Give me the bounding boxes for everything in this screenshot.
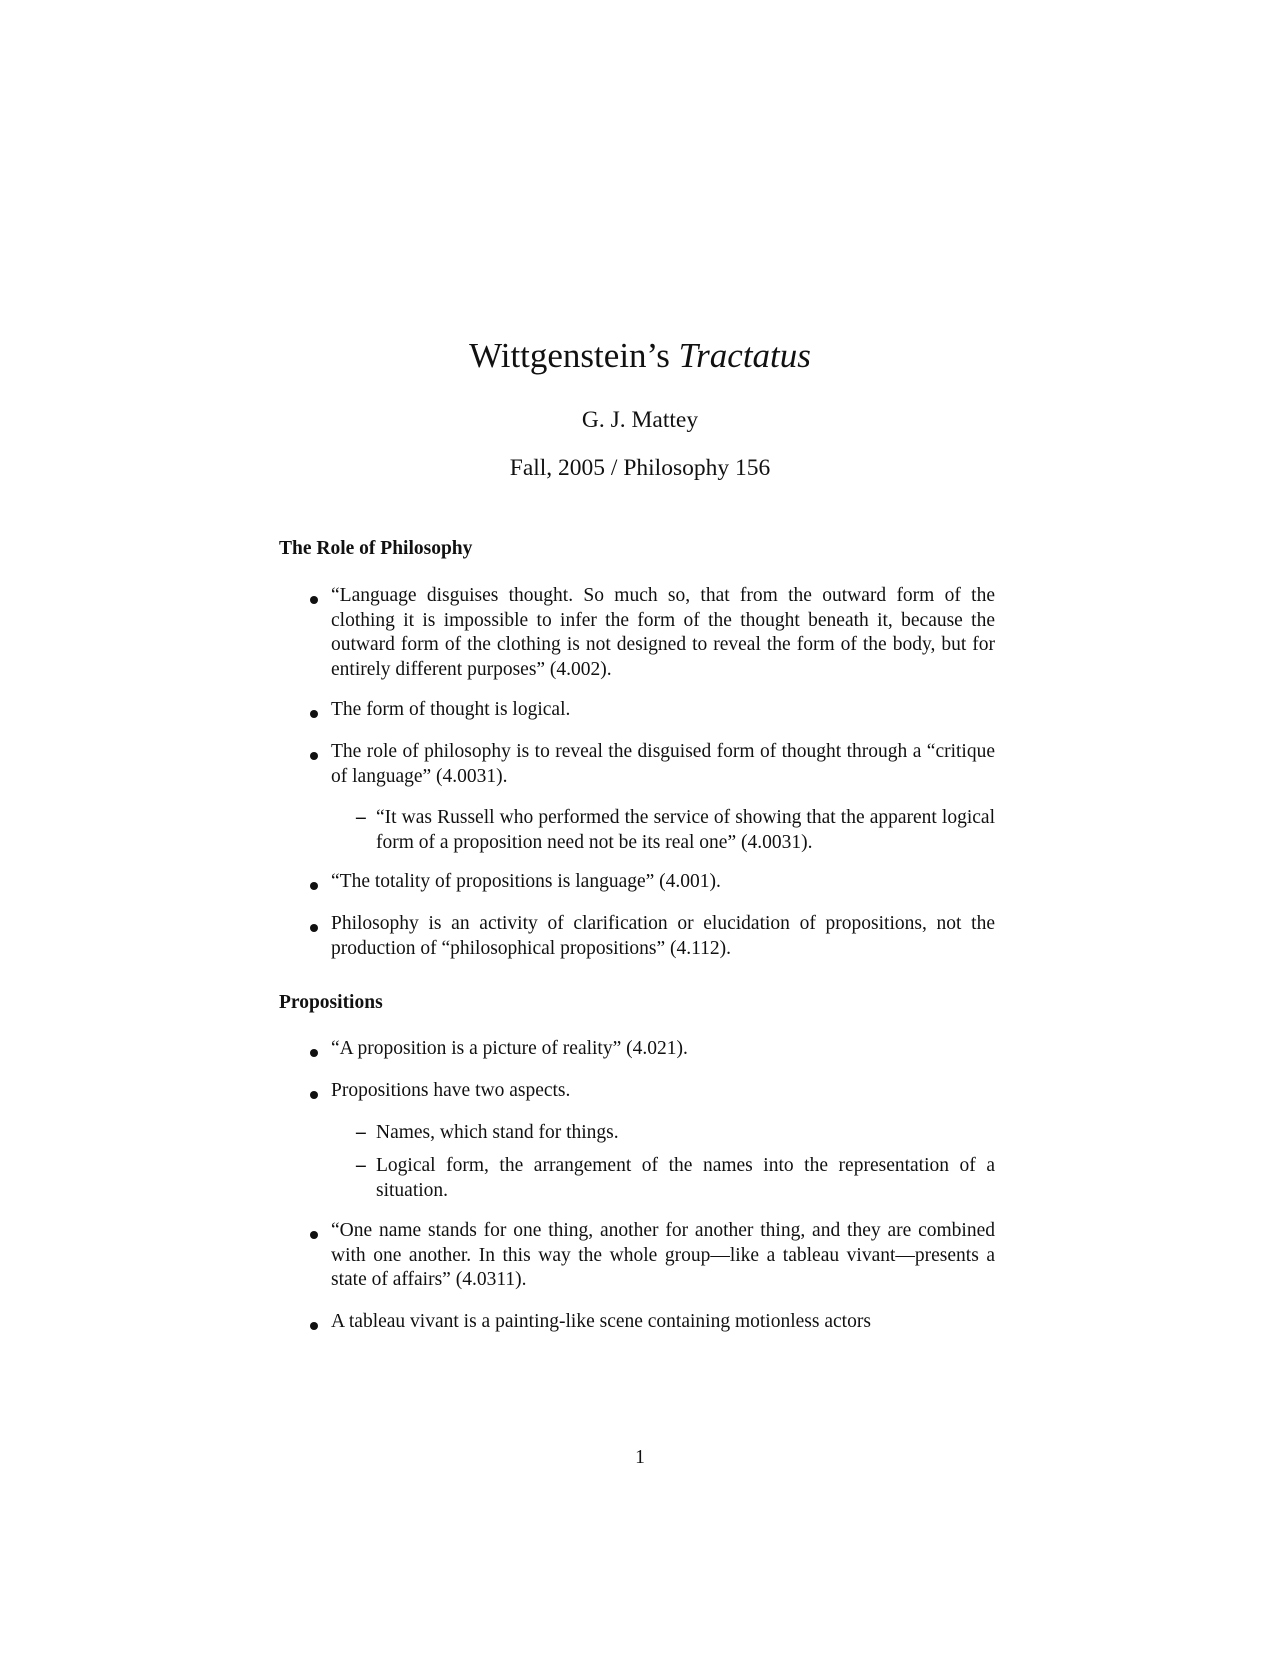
list-item: “One name stands for one thing, another for another thing, and they are combined with one another. In this way the whole group—like a tableau vivant—presents a state of affairs” (4.0311). — [331, 1220, 995, 1291]
bullet-icon — [307, 912, 321, 936]
bullet-icon — [307, 584, 321, 608]
list-item: “A proposition is a picture of reality” (4.021). — [331, 1038, 688, 1059]
dash-icon: – — [356, 1122, 366, 1143]
section-heading-propositions: Propositions — [279, 992, 383, 1013]
list-item: A tableau vivant is a painting-like scene containing motionless actors — [331, 1311, 871, 1332]
list-item: Philosophy is an activity of clarification or elucidation of propositions, not the production of “philosophical propositions” (4.112). — [331, 913, 995, 959]
course-info: Fall, 2005 / Philosophy 156 — [509, 455, 771, 481]
document-title — [0, 334, 1280, 378]
page-number: 1 — [635, 1447, 645, 1468]
sub-list-item: Logical form, the arrangement of the names into the representation of a situation. — [376, 1155, 995, 1201]
author: G. J. Mattey — [581, 407, 699, 433]
list-item: Propositions have two aspects. — [331, 1080, 571, 1101]
title-italic: Tractatus — [678, 336, 811, 375]
bullet-icon — [307, 698, 321, 722]
bullet-icon — [307, 1079, 321, 1103]
title-main: Wittgenstein’s — [469, 336, 679, 375]
dash-icon: – — [356, 807, 366, 828]
list-item: The role of philosophy is to reveal the disguised form of thought through a “critique of language” (4.0031). — [331, 741, 995, 787]
sub-list-item: “It was Russell who performed the service of showing that the apparent logical form of a proposition need not be its real one” (4.0031). — [376, 807, 995, 853]
bullet-icon — [307, 1310, 321, 1334]
section-heading-role-of-philosophy: The Role of Philosophy — [279, 538, 473, 559]
dash-icon: – — [356, 1155, 366, 1176]
bullet-icon — [307, 1219, 321, 1243]
list-item: “Language disguises thought. So much so, that from the outward form of the clothing it is impossible to infer the form of the thought beneath it, because the outward form of the clothing is not designed to reveal the form of the body, but for entirely different purposes” (4.002). — [331, 585, 995, 680]
sub-list-item: Names, which stand for things. — [376, 1122, 619, 1143]
list-item: The form of thought is logical. — [331, 699, 571, 720]
bullet-icon — [307, 1037, 321, 1061]
list-item: “The totality of propositions is language” (4.001). — [331, 871, 721, 892]
bullet-icon — [307, 870, 321, 894]
bullet-icon — [307, 740, 321, 764]
